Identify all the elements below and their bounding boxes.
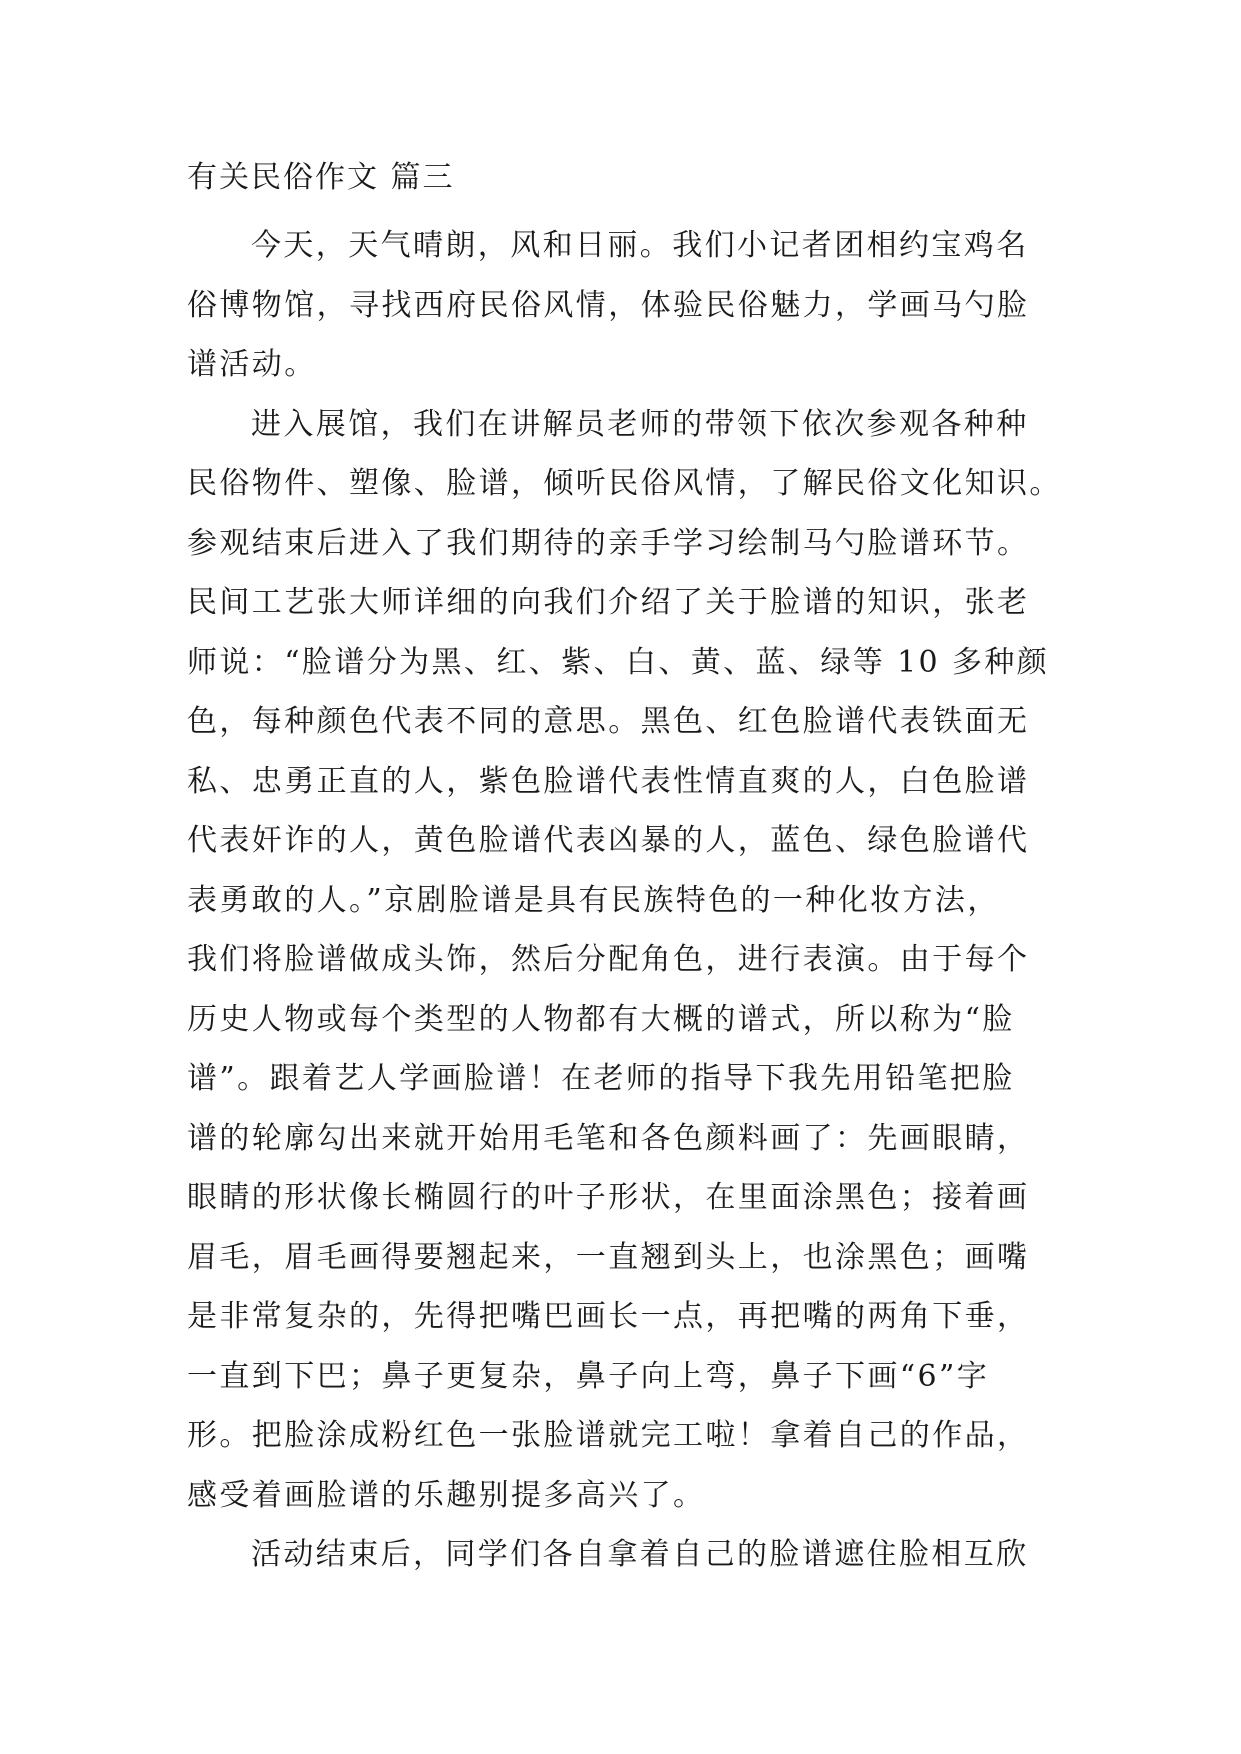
text-line: 历史人物或每个类型的人物都有大概的谱式，所以称为“脸 [187,1001,1015,1037]
text-line: 谱的轮廓勾出来就开始用毛笔和各色颜料画了：先画眼睛， [187,1120,1030,1156]
text-line: 代表奸诈的人，黄色脸谱代表凶暴的人，蓝色、绿色脸谱代 [187,823,1030,858]
text-line: 私、忠勇正直的人，紫色脸谱代表性情直爽的人，白色脸谱 [187,763,1030,799]
paragraph-2 [187,395,1067,1526]
text-line: 眼睛的形状像长椭圆行的叶子形状，在里面涂黑色；接着画 [187,1180,1030,1215]
text-line: 眉毛，眉毛画得要翘起来，一直翘到头上，也涂黑色；画嘴 [187,1239,1030,1275]
text-line: 师说：“脸谱分为黑、红、紫、白、黄、蓝、绿等 10 多种颜 [187,644,1050,680]
text-line: 一直到下巴；鼻子更复杂，鼻子向上弯，鼻子下画“6”字 [187,1358,990,1394]
text-line: 民俗物件、塑像、脸谱，倾听民俗风情，了解民俗文化知识。 [187,466,1062,501]
text-line: 感受着画脸谱的乐趣别提多高兴了。 [187,1477,706,1513]
text-line: 谱活动。 [187,347,317,382]
text-line: 是非常复杂的，先得把嘴巴画长一点，再把嘴的两角下垂， [187,1299,1030,1334]
text-line: 俗博物馆，寻找西府民俗风情，体验民俗魅力，学画马勺脸 [187,287,1030,323]
section-heading: 有关民俗作文 篇三 [187,160,455,195]
text-line: 形。把脸涂成粉红色一张脸谱就完工啦！拿着自己的作品， [187,1418,1030,1453]
essay-body [187,216,1067,1585]
text-line: 活动结束后，同学们各自拿着自己的脸谱遮住脸相互欣 [251,1537,1029,1572]
text-line: 表勇敢的人。”京剧脸谱是具有民族特色的一种化妆方法， [187,882,1000,918]
text-line: 我们将脸谱做成头饰，然后分配角色，进行表演。由于每个 [187,942,1030,977]
text-line: 民间工艺张大师详细的向我们介绍了关于脸谱的知识，张老 [187,585,1030,620]
text-line: 进入展馆，我们在讲解员老师的带领下依次参观各种种 [251,406,1029,442]
paragraph-1 [187,216,1067,395]
text-line: 谱”。跟着艺人学画脸谱！在老师的指导下我先用铅笔把脸 [187,1061,1015,1096]
text-line: 色，每种颜色代表不同的意思。黑色、红色脸谱代表铁面无 [187,704,1030,739]
text-line: 今天，天气晴朗，风和日丽。我们小记者团相约宝鸡名 [251,228,1029,263]
paragraph-3 [187,1525,1067,1585]
text-line: 参观结束后进入了我们期待的亲手学习绘制马勺脸谱环节。 [187,525,1030,561]
